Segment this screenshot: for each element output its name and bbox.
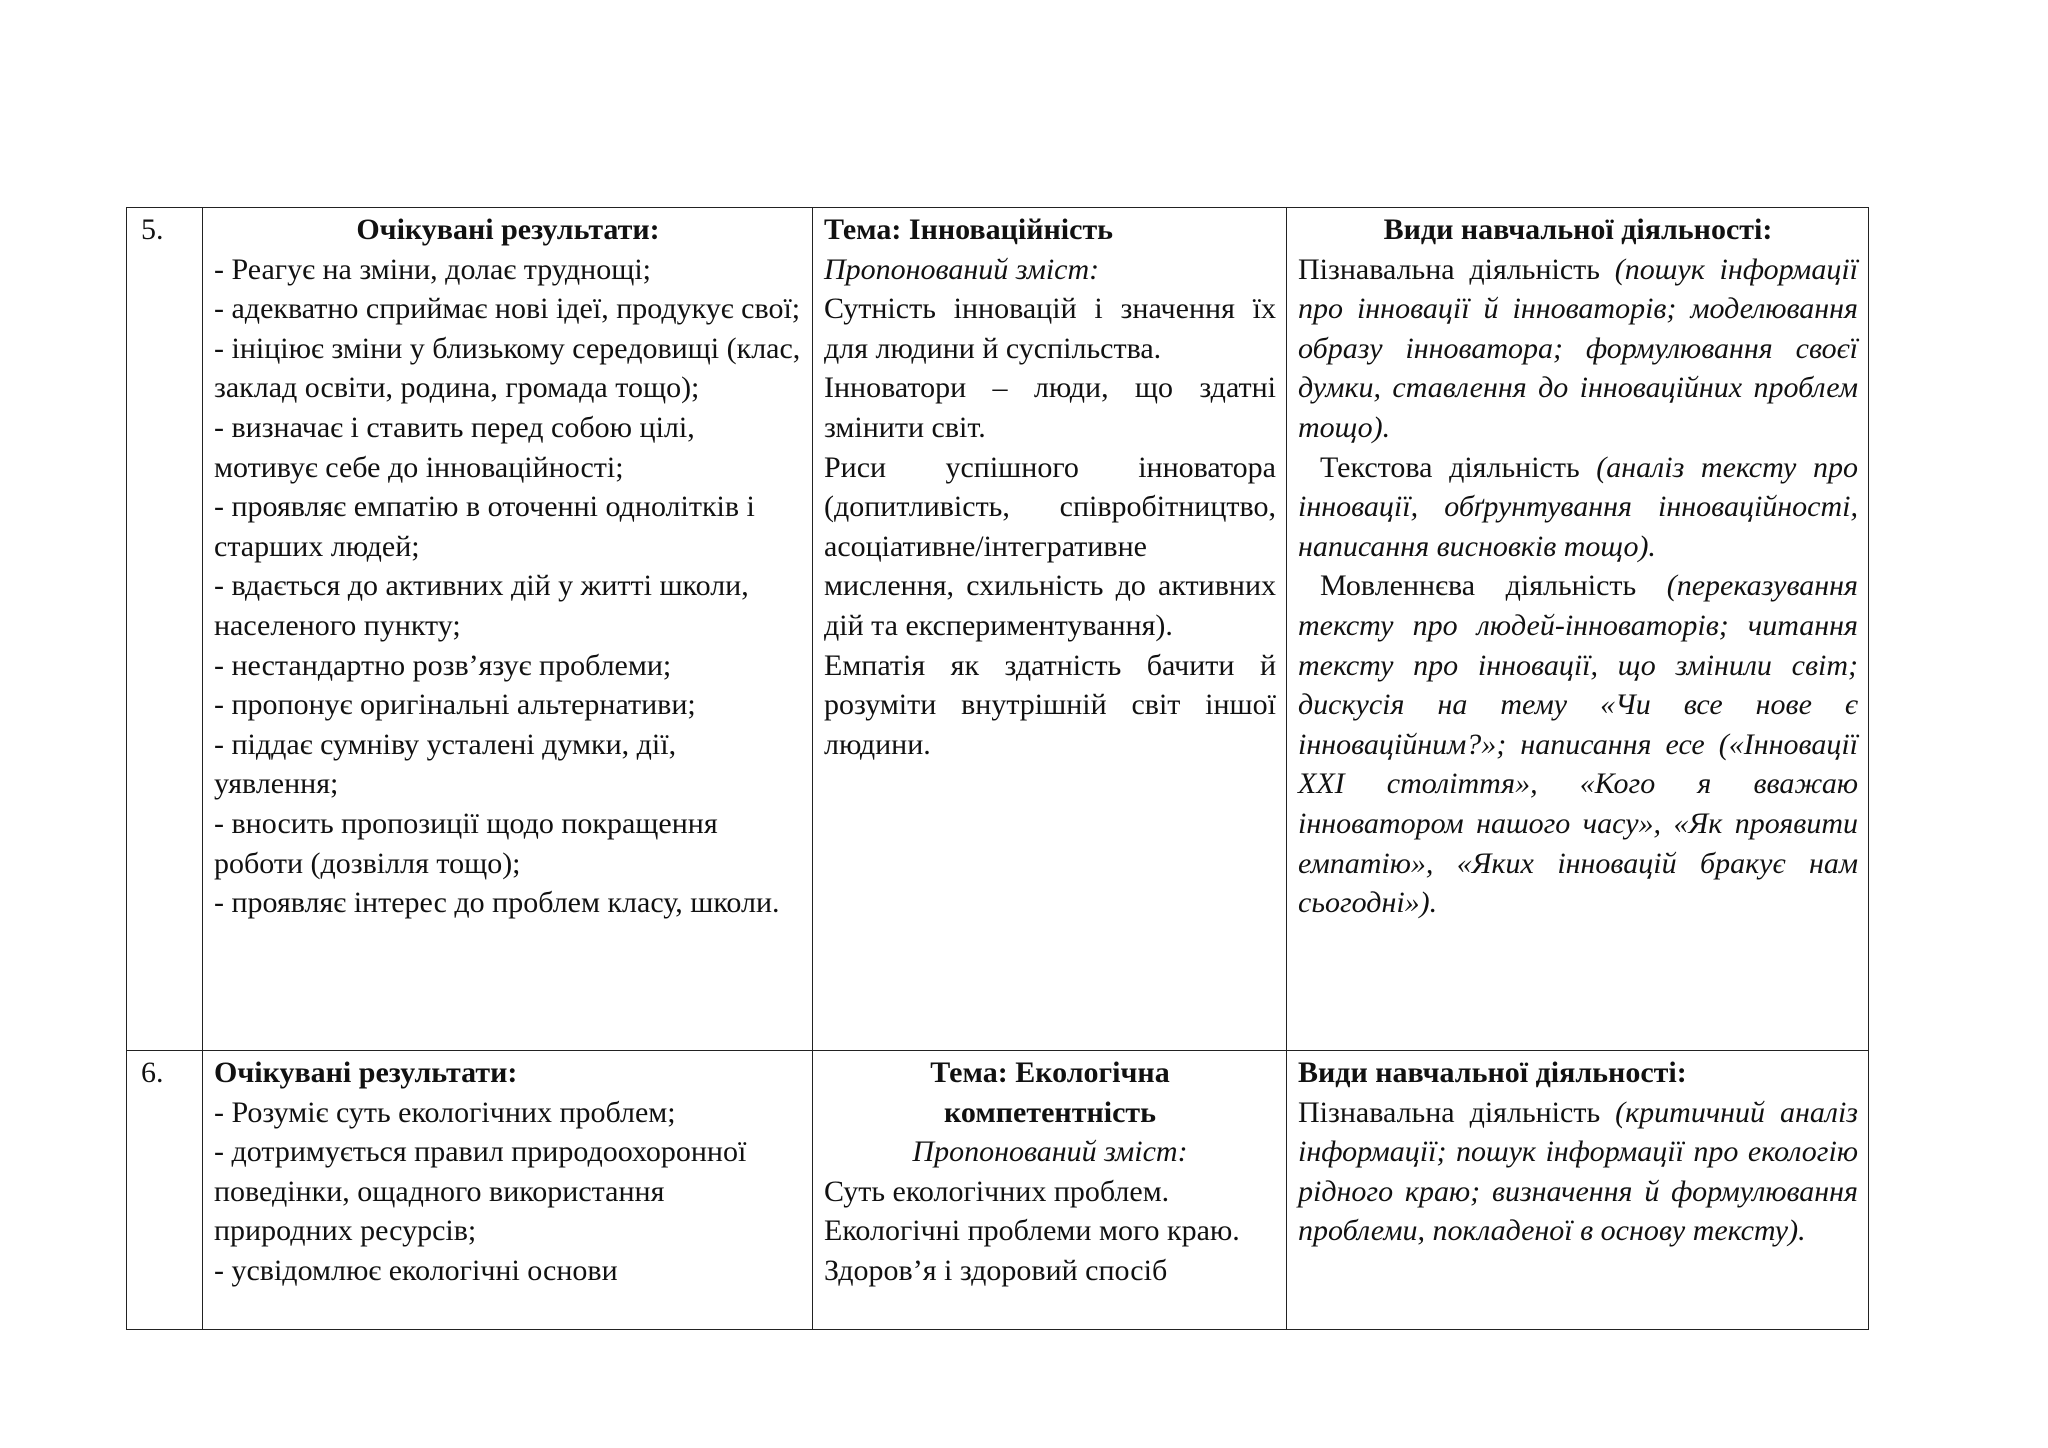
- activity-details: (пошук інформації про інновації й інноваторів; моделювання образу інноватора; формулювання своєї думки, ставлення до інноваційних проблем тощо).: [1298, 252, 1859, 444]
- result-item: - Реагує на зміни, долає труднощі;: [214, 252, 651, 286]
- table-row: [127, 208, 1869, 1051]
- content-label: Пропонований зміст:: [912, 1135, 1188, 1169]
- content-item: Суть екологічних проблем.: [824, 1174, 1170, 1208]
- activities-cell: [1287, 1051, 1869, 1330]
- activity-details: (переказування тексту про людей-інноваторів; читання тексту про інновації, що змінили світ; дискусія на тему «Чи все нове є інноваційним?»; написання есе («Інновації XXI століття», «Кого я вважаю інноватором нашого часу», «Як проявити емпатію», «Яких інновацій бракує нам сьогодні»).: [1298, 569, 1858, 920]
- row-number-cell: [127, 1051, 203, 1330]
- content-item: Сутність інновацій і значення їх для людини й суспільства.: [824, 292, 1276, 365]
- activities-heading: Види навчальної діяльності:: [1383, 213, 1773, 246]
- results-heading: Очікувані результати:: [214, 1056, 518, 1089]
- result-item: - визначає і ставить перед собою цілі, мотивує себе до інноваційності;: [214, 410, 695, 484]
- activity-details: (критичний аналіз інформації; пошук інформації про екологію рідного краю; визначення й формулювання проблеми, покладеної в основу тексту).: [1298, 1095, 1859, 1248]
- curriculum-table: [126, 207, 1869, 1330]
- activity-name: Мовленнєва діяльність: [1320, 569, 1667, 603]
- result-item: - вносить пропозиції щодо покращення роботи (дозвілля тощо);: [214, 806, 718, 880]
- activity-details: (аналіз тексту про інновації, обґрунтування інноваційності, написання висновків тощо).: [1298, 450, 1858, 563]
- content-item: Риси успішного інноватора (допитливість, співробітництво, асоціативне/інтегративне мислення, схильність до активних дій та експериментування).: [824, 450, 1276, 642]
- topic-cell: [813, 1051, 1287, 1330]
- expected-results-cell: [203, 1051, 813, 1330]
- table-row: [127, 1051, 1869, 1330]
- result-item: - піддає сумніву усталені думки, дії, уявлення;: [214, 727, 677, 801]
- activity-paragraph: [1298, 250, 1858, 448]
- results-heading: Очікувані результати:: [356, 213, 660, 246]
- content-item: Екологічні проблеми мого краю.: [824, 1214, 1240, 1248]
- topic-heading: Тема: Інноваційність: [824, 213, 1114, 246]
- activities-heading: Види навчальної діяльності:: [1298, 1056, 1687, 1089]
- activity-paragraph: [1298, 448, 1858, 567]
- result-item: - вдається до активних дій у житті школи, населеного пункту;: [214, 569, 749, 642]
- topic-cell: [813, 208, 1287, 1051]
- result-item: - Розуміє суть екологічних проблем;: [214, 1095, 676, 1129]
- row-number-cell: [127, 208, 203, 1051]
- activities-cell: [1287, 208, 1869, 1051]
- activity-paragraph: [1298, 1093, 1858, 1251]
- activity-name: Пізнавальна діяльність: [1298, 252, 1615, 286]
- result-item: - ініціює зміни у близькому середовищі (клас, заклад освіти, родина, громада тощо);: [214, 331, 801, 405]
- result-item: - дотримується правил природоохоронної поведінки, ощадного використання природних ресурсів;: [214, 1135, 747, 1248]
- result-item: - проявляє емпатію в оточенні однолітків і старших людей;: [214, 490, 755, 563]
- result-item: - нестандартно розв’язує проблеми;: [214, 648, 672, 682]
- activity-name: Текстова діяльність: [1320, 450, 1597, 484]
- activity-paragraph: [1298, 566, 1858, 922]
- topic-heading: Тема: Екологічна компетентність: [930, 1056, 1170, 1129]
- row-number: 6.: [141, 1056, 164, 1089]
- row-number: 5.: [141, 213, 164, 246]
- content-item: Інноватори – люди, що здатні змінити світ.: [824, 371, 1276, 444]
- result-item: - адекватно сприймає нові ідеї, продукує свої;: [214, 292, 801, 326]
- content-item: Здоров’я і здоровий спосіб: [824, 1253, 1168, 1287]
- result-item: - пропонує оригінальні альтернативи;: [214, 688, 696, 722]
- expected-results-cell: [203, 208, 813, 1051]
- activity-name: Пізнавальна діяльність: [1298, 1095, 1616, 1129]
- result-item: - усвідомлює екологічні основи: [214, 1253, 618, 1287]
- result-item: - проявляє інтерес до проблем класу, школи.: [214, 886, 780, 920]
- content-item: Емпатія як здатність бачити й розуміти внутрішній світ іншої людини.: [824, 648, 1276, 761]
- content-label: Пропонований зміст:: [824, 252, 1100, 286]
